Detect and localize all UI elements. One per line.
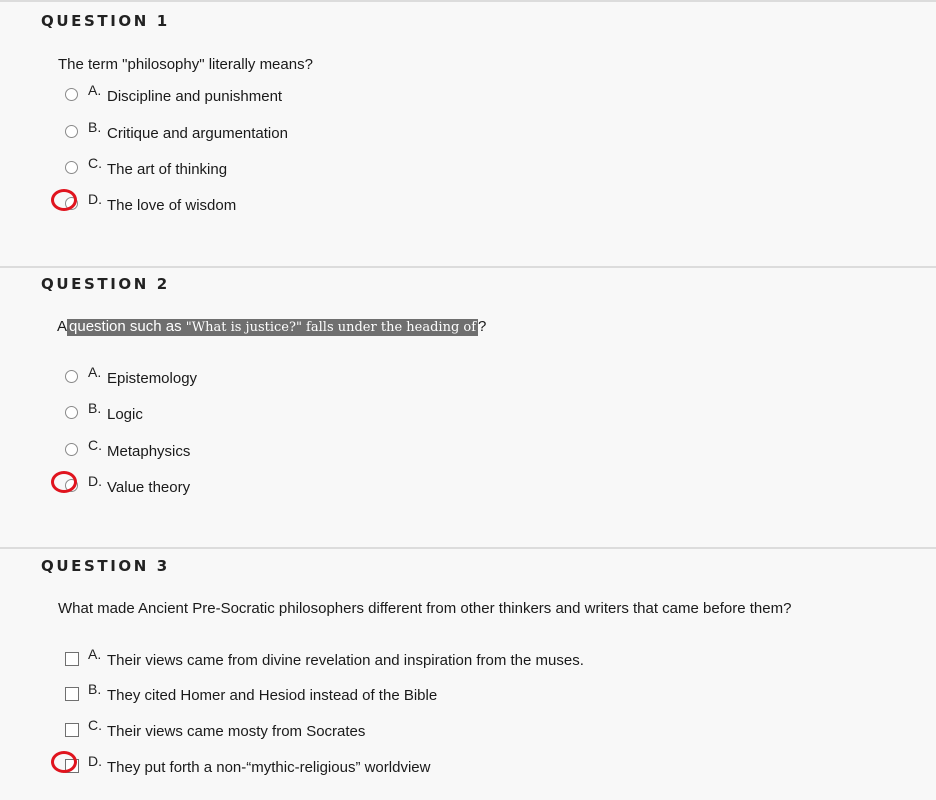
option-letter: C.: [88, 155, 102, 171]
option-label: They put forth a non-“mythic-religious” worldview: [107, 759, 431, 776]
checkbox[interactable]: [65, 652, 79, 666]
option-label: Their views came from divine revelation and inspiration from the muses.: [107, 652, 584, 669]
option-label: Discipline and punishment: [107, 88, 283, 105]
option-letter: D.: [88, 753, 102, 769]
question-3-header: QUESTION 3: [41, 557, 170, 575]
option-letter: B.: [88, 119, 102, 135]
question-3-text: What made Ancient Pre-Socratic philosophers different from other thinkers and writers that came before them?: [58, 600, 792, 617]
question-2-text-highlight: [67, 319, 478, 336]
question-2-panel: [0, 266, 936, 548]
question-2-text-suffix: ?: [478, 318, 487, 335]
question-3-option-d[interactable]: [63, 753, 663, 779]
radio-button[interactable]: [65, 161, 78, 174]
option-label: Value theory: [107, 479, 191, 496]
question-2-option-a[interactable]: [63, 364, 663, 390]
option-letter: C.: [88, 717, 102, 733]
question-2-text-highlight-a: question such as: [69, 318, 186, 335]
question-1-text: The term "philosophy" literally means?: [58, 56, 313, 73]
option-letter: B.: [88, 400, 102, 416]
radio-button[interactable]: [65, 406, 78, 419]
option-letter: C.: [88, 437, 102, 453]
option-label: Epistemology: [107, 370, 198, 387]
option-label: Logic: [107, 406, 143, 423]
question-1-option-b[interactable]: [63, 119, 663, 145]
question-2-text: [57, 318, 486, 335]
option-letter: D.: [88, 191, 102, 207]
question-1-header: QUESTION 1: [41, 12, 170, 30]
checkbox[interactable]: [65, 687, 79, 701]
option-label: They cited Homer and Hesiod instead of the Bible: [107, 687, 438, 704]
question-1-panel: [0, 0, 936, 267]
radio-button[interactable]: [65, 88, 78, 101]
question-2-text-highlight-b: "What is justice?" falls under the heading of: [185, 320, 477, 335]
question-2-option-b[interactable]: [63, 400, 663, 426]
question-3-panel: [0, 547, 936, 800]
question-2-option-c[interactable]: [63, 437, 663, 463]
radio-button[interactable]: [65, 370, 78, 383]
option-label: Critique and argumentation: [107, 125, 288, 142]
option-letter: A.: [88, 646, 102, 662]
question-3-option-a[interactable]: [63, 646, 663, 672]
radio-button[interactable]: [65, 125, 78, 138]
option-label: The love of wisdom: [107, 197, 237, 214]
question-3-option-c[interactable]: [63, 717, 663, 743]
radio-button[interactable]: [65, 443, 78, 456]
option-letter: A.: [88, 364, 102, 380]
question-2-text-prefix: A: [57, 318, 68, 335]
option-label: The art of thinking: [107, 161, 228, 178]
answer-marker-circle: [51, 471, 77, 493]
question-1-option-a[interactable]: [63, 82, 663, 108]
question-2-option-d[interactable]: [63, 473, 663, 499]
option-letter: A.: [88, 82, 102, 98]
option-letter: D.: [88, 473, 102, 489]
question-1-option-c[interactable]: [63, 155, 663, 181]
option-label: Their views came mosty from Socrates: [107, 723, 366, 740]
answer-marker-circle: [51, 751, 77, 773]
option-label: Metaphysics: [107, 443, 191, 460]
answer-marker-circle: [51, 189, 77, 211]
checkbox[interactable]: [65, 723, 79, 737]
question-2-header: QUESTION 2: [41, 275, 170, 293]
option-letter: B.: [88, 681, 102, 697]
question-3-option-b[interactable]: [63, 681, 663, 707]
question-1-option-d[interactable]: [63, 191, 663, 217]
